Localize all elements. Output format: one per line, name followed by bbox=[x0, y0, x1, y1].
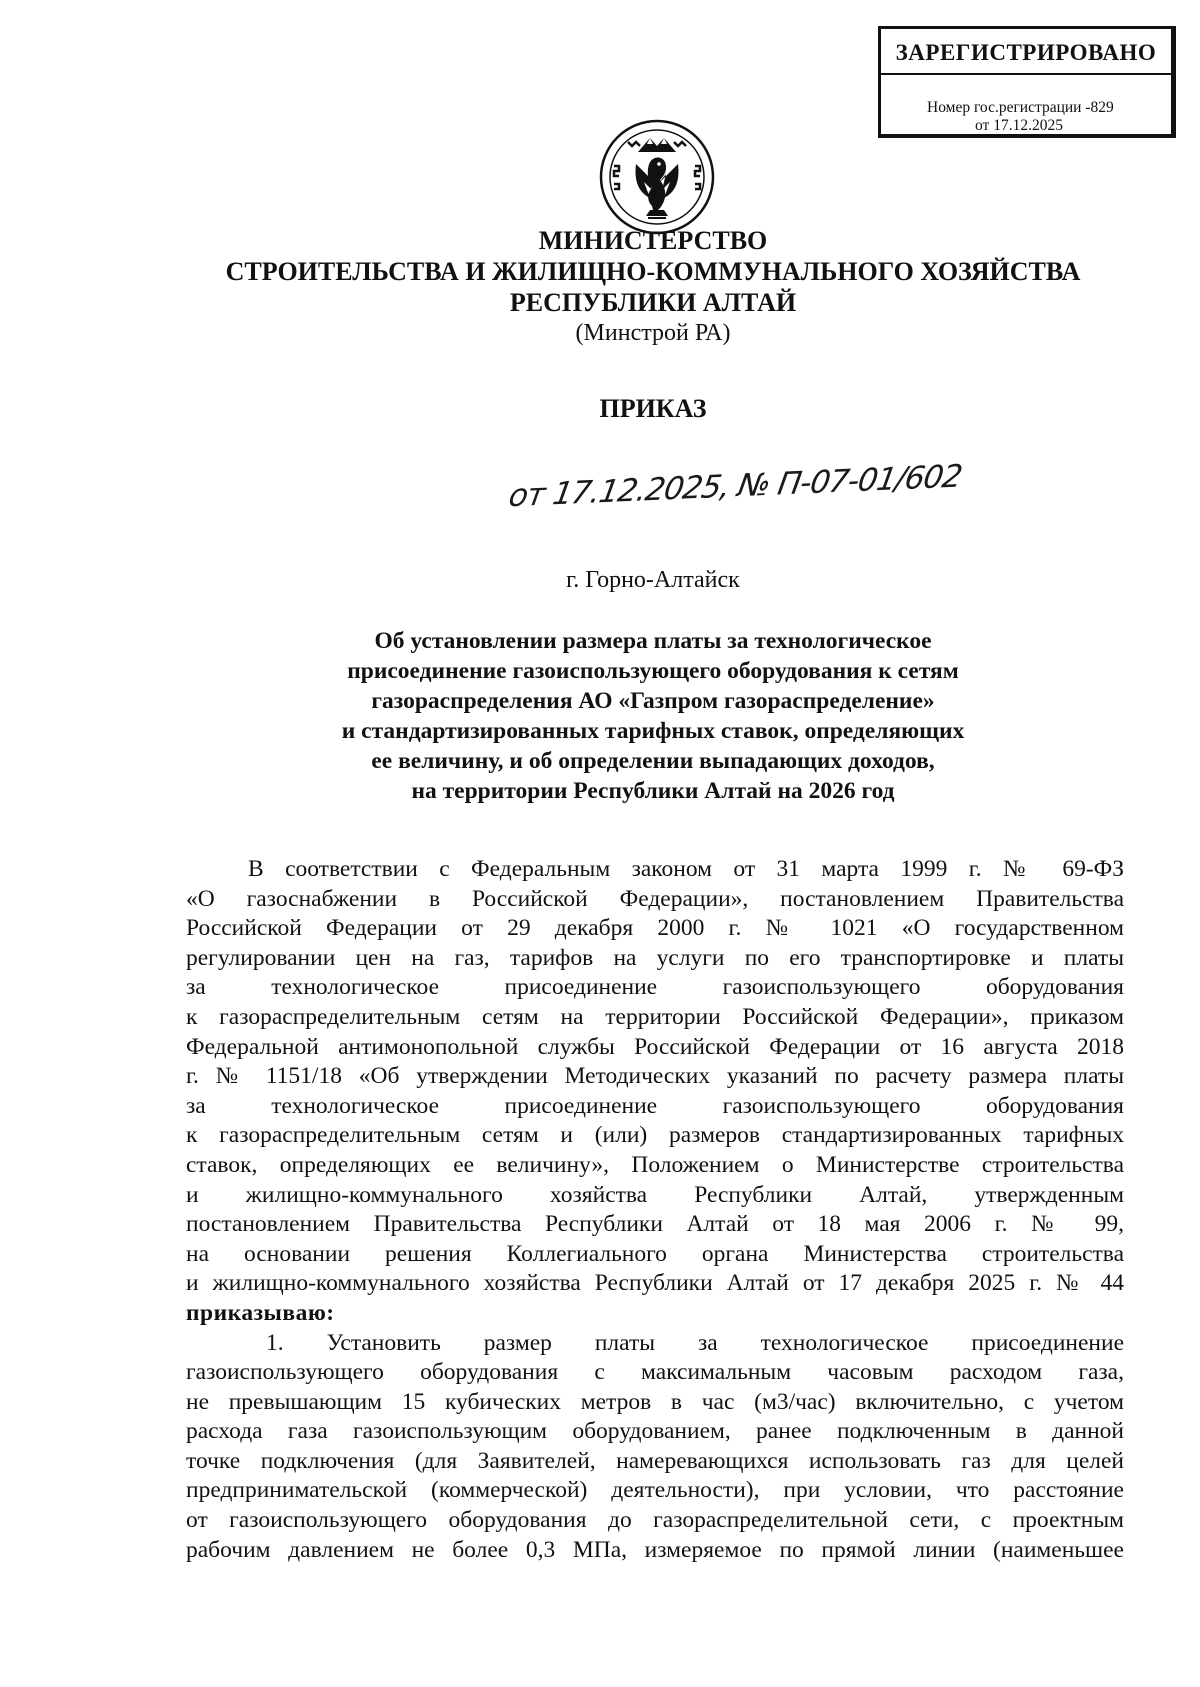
preamble-line: за технологическое присоединение газоиспользующего оборудования bbox=[186, 974, 1124, 1001]
document-body bbox=[186, 855, 1124, 1565]
registration-stamp bbox=[878, 26, 1176, 138]
item-1-line: точке подключения (для Заявителей, намеревающихся использовать газ для целей bbox=[186, 1447, 1124, 1474]
preamble-line: Федеральной антимонопольной службы Российской Федерации от 16 августа 2018 bbox=[186, 1033, 1124, 1060]
preamble-line: постановлением Правительства Республики Алтай от 18 мая 2006 г. № 99, bbox=[186, 1211, 1124, 1238]
ministry-heading-line-2: СТРОИТЕЛЬСТВА И ЖИЛИЩНО-КОММУНАЛЬНОГО ХОЗЯЙСТВА bbox=[225, 257, 1081, 286]
preamble-line: регулировании цен на газ, тарифов на услуги по его транспортировке и платы bbox=[186, 944, 1124, 971]
item-1-line: газоиспользующего оборудования с максимальным часовым расходом газа, bbox=[186, 1359, 1124, 1386]
stamp-registration-date: от 17.12.2025 bbox=[975, 117, 1063, 134]
preamble-line: ставок, определяющих ее величину», Положением о Министерстве строительства bbox=[186, 1151, 1124, 1178]
preamble-line: В соответствии с Федеральным законом от 31 марта 1999 г. № 69-ФЗ bbox=[248, 856, 1124, 882]
city: г. Горно-Алтайск bbox=[566, 567, 740, 593]
item-1-line: предпринимательской (коммерческой) деятельности), при условии, что расстояние bbox=[186, 1477, 1124, 1504]
stamp-registration-number: Номер гос.регистрации -829 bbox=[927, 99, 1114, 116]
preamble-line: на основании решения Коллегиального органа Министерства строительства bbox=[186, 1240, 1124, 1267]
title-line: и стандартизированных тарифных ставок, определяющих bbox=[341, 718, 965, 744]
preamble-line: к газораспределительным сетям и (или) размеров стандартизированных тарифных bbox=[186, 1122, 1124, 1149]
document-title bbox=[0, 626, 1200, 806]
stamp-title: ЗАРЕГИСТРИРОВАНО bbox=[881, 33, 1171, 75]
order-word: приказываю: bbox=[186, 1299, 335, 1326]
preamble-line: Российской Федерации от 29 декабря 2000 г. № 1021 «О государственном bbox=[186, 915, 1124, 942]
ministry-heading-line-3: РЕСПУБЛИКИ АЛТАЙ bbox=[509, 288, 797, 317]
preamble-line: за технологическое присоединение газоиспользующего оборудования bbox=[186, 1092, 1124, 1119]
title-line: на территории Республики Алтай на 2026 год bbox=[411, 778, 895, 804]
title-line: газораспределения АО «Газпром газораспределение» bbox=[371, 688, 935, 714]
title-line: ее величину, и об определении выпадающих доходов, bbox=[371, 748, 935, 774]
preamble-line: и жилищно-коммунального хозяйства Республики Алтай, утвержденным bbox=[186, 1181, 1124, 1208]
handwritten-date-number: от 17.12.2025, № П-07-01/602 bbox=[506, 458, 965, 515]
item-1-line: 1. Установить размер платы за технологическое присоединение bbox=[266, 1329, 1124, 1356]
item-1-line: рабочим давлением не более 0,3 МПа, измеряемое по прямой линии (наименьшее bbox=[186, 1536, 1124, 1563]
preamble-line: и жилищно-коммунального хозяйства Республики Алтай от 17 декабря 2025 г. № 44 bbox=[186, 1270, 1124, 1297]
preamble-line: «О газоснабжении в Российской Федерации», постановлением Правительства bbox=[186, 885, 1124, 912]
preamble-line: г. № 1151/18 «Об утверждении Методических указаний по расчету размера платы bbox=[186, 1063, 1124, 1090]
item-1-line: не превышающим 15 кубических метров в час (м3/час) включительно, с учетом bbox=[186, 1388, 1124, 1415]
title-line: присоединение газоиспользующего оборудования к сетям bbox=[347, 658, 959, 684]
title-line: Об установлении размера платы за технологическое bbox=[374, 628, 932, 654]
document-type: ПРИКАЗ bbox=[599, 394, 707, 423]
preamble-line: к газораспределительным сетям на территории Российской Федерации», приказом bbox=[186, 1003, 1124, 1030]
republic-altai-coat-of-arms-icon bbox=[598, 118, 716, 236]
ministry-short-name: (Минстрой РА) bbox=[575, 320, 731, 346]
item-1-line: от газоиспользующего оборудования до газораспределительной сети, с проектным bbox=[186, 1507, 1124, 1534]
ministry-heading-line-1: МИНИСТЕРСТВО bbox=[538, 226, 768, 255]
item-1-line: расхода газа газоиспользующим оборудованием, ранее подключенным в данной bbox=[186, 1418, 1124, 1445]
